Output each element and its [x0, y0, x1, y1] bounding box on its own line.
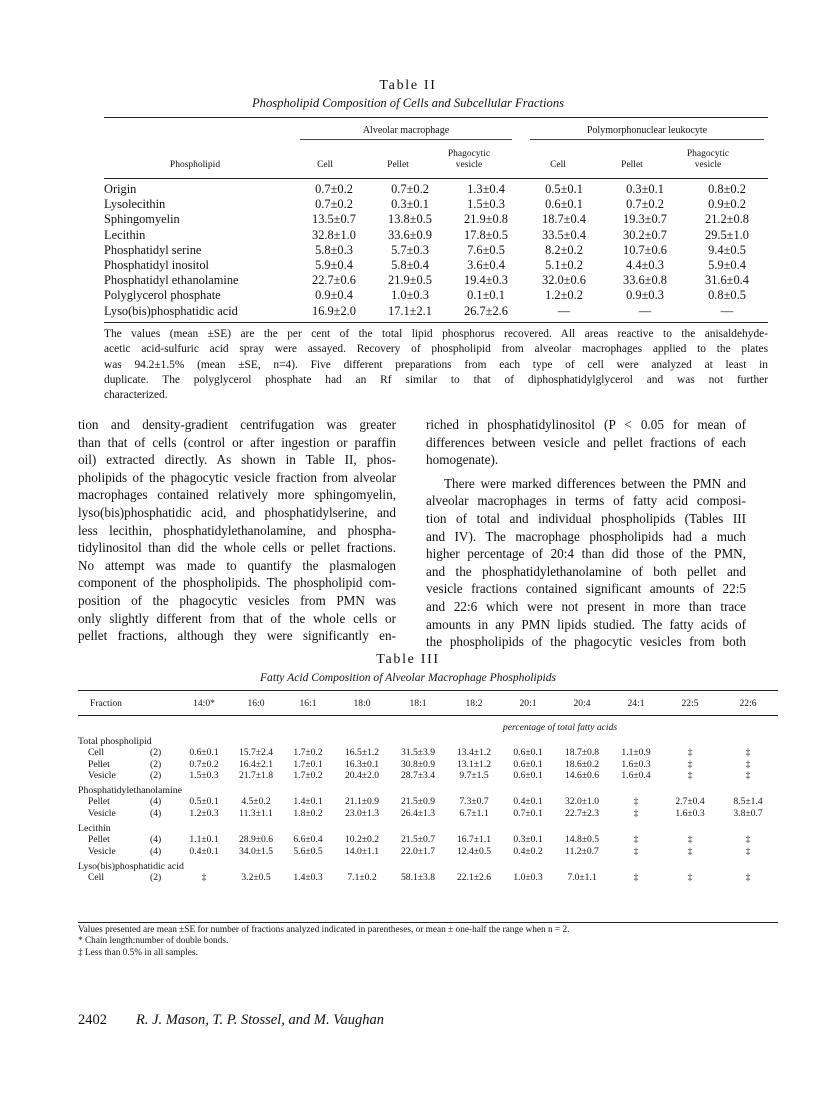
table-cell: 29.5±1.0	[705, 227, 749, 242]
table-cell: 16.3±0.1	[344, 758, 380, 770]
table-row	[104, 243, 768, 258]
text-line: and 22:6 which were not present in more than trace	[426, 598, 746, 614]
table-3-notes	[78, 925, 778, 959]
table-cell: 11.3±1.1	[239, 807, 273, 819]
table-cell: 5.9±0.4	[708, 258, 746, 273]
table-cell: 1.6±0.4	[621, 769, 651, 781]
table-cell: ‡	[633, 871, 639, 883]
table-cell: 21.9±0.8	[464, 212, 508, 227]
table-cell: 12.4±0.5	[456, 845, 492, 857]
table-cell: ‡	[745, 845, 751, 857]
table-cell: 16.9±2.0	[312, 303, 356, 318]
table-cell: 20.4±2.0	[344, 769, 380, 781]
table-cell: 0.4±0.1	[189, 845, 219, 857]
text-line: differences between vesicle and pellet fractions of each	[426, 434, 746, 450]
table-cell: 58.1±3.8	[400, 871, 436, 883]
table-cell: ‡	[745, 834, 751, 846]
table-cell: 5.6±0.5	[293, 845, 323, 857]
table-cell: 0.3±0.1	[626, 182, 664, 197]
table-cell: 1.2±0.2	[545, 288, 583, 303]
table-row	[78, 747, 778, 758]
table-cell: 7.0±1.1	[567, 871, 597, 883]
table-3-subtitle: Fatty Acid Composition of Alveolar Macrophage Phospholipids	[259, 671, 557, 684]
table-cell: 19.4±0.3	[464, 273, 508, 288]
table-cell: 21.7±1.8	[238, 769, 274, 781]
text-line: tion and density-gradient centrifugation was greater	[78, 417, 396, 432]
table-cell: 0.3±0.1	[513, 834, 543, 846]
table-cell: 0.7±0.2	[189, 758, 219, 770]
table-cell: 1.3±0.4	[467, 182, 505, 197]
table-cell: 0.6±0.1	[513, 758, 543, 770]
table-cell: 2.7±0.4	[675, 796, 705, 808]
group-header-row	[78, 857, 778, 872]
table-cell: 16.4±2.1	[238, 758, 274, 770]
table-cell: 32.0±1.0	[564, 796, 600, 808]
table-cell: 8.5±1.4	[733, 796, 763, 808]
text-line: No attempt was made to quantify the plasmalogen	[78, 557, 396, 573]
table-2-title: Table II	[379, 78, 437, 93]
column-header: 16:0	[247, 698, 265, 710]
text-line: the phospholipids of the phagocytic vesicles from both	[426, 634, 746, 650]
table-cell: 3.6±0.4	[467, 258, 505, 273]
body-left-column	[78, 416, 396, 645]
table-cell: 22.1±2.6	[456, 871, 492, 883]
sample-count: (2)	[150, 747, 162, 759]
table-row	[78, 770, 778, 781]
text-line: and IV). The macrophage phospholipids had a much	[426, 528, 746, 544]
column-header: 18:0	[353, 698, 371, 710]
table-2-header-cell: Cell	[317, 160, 333, 170]
table-cell: 23.0±1.3	[344, 807, 380, 819]
text-line: oil) extracted directly. As shown in Table II, phos-	[78, 452, 396, 468]
table-cell: 33.6±0.8	[623, 273, 667, 288]
table-cell: 0.7±0.2	[315, 182, 353, 197]
table-cell: 3.8±0.7	[733, 807, 763, 819]
table-cell: 21.5±0.7	[400, 834, 436, 846]
text-line: amounts in any PMN lipids studied. The fatty acids of	[426, 616, 746, 632]
table-cell: 13.8±0.5	[388, 212, 432, 227]
table-cell: 17.1±2.1	[388, 303, 432, 318]
row-label: Lyso(bis)phosphatidic acid	[104, 303, 238, 318]
table-2-header-rule	[104, 178, 768, 179]
table-cell: ‡	[633, 796, 639, 808]
table-cell: —	[638, 303, 652, 318]
table-cell: ‡	[745, 747, 751, 759]
row-label: Vesicle	[88, 845, 116, 857]
text-line: riched in phosphatidylinositol (P < 0.05 for mean of	[426, 417, 746, 432]
text-line: macrophages contained relatively more sphingomyelin,	[78, 487, 396, 503]
table-2-note-line: The values (mean ±SE) are the per cent of the total lipid phosphorus recovered. All areas reactive to the anisaldehyde-	[104, 328, 768, 340]
row-label: Vesicle	[88, 769, 116, 781]
table-cell: 31.6±0.4	[705, 273, 749, 288]
table-cell: —	[557, 303, 571, 318]
table-row	[78, 758, 778, 769]
text-line: homogenate).	[426, 452, 499, 468]
table-cell: 33.5±0.4	[542, 227, 586, 242]
table-cell: 5.8±0.4	[391, 258, 429, 273]
table-cell: 18.7±0.4	[542, 212, 586, 227]
group-label: Phosphatidylethanolamine	[78, 785, 182, 797]
table-2-note-line: acetic acid-sulfuric acid spray were assayed. Recovery of phospholipid from alveolar macrophages applied to the plates	[104, 343, 768, 356]
table-cell: 13.5±0.7	[312, 212, 356, 227]
row-label: Phosphatidyl serine	[104, 242, 202, 257]
table-cell: 14.0±1.1	[344, 845, 380, 857]
column-header: 18:2	[465, 698, 483, 710]
table-cell: 32.8±1.0	[312, 227, 356, 242]
table-cell: 10.7±0.6	[623, 242, 667, 257]
table-cell: 16.7±1.1	[456, 834, 492, 846]
text-line: There were marked differences between the PMN and	[444, 475, 746, 491]
table-row	[104, 258, 768, 273]
table-cell: 9.7±1.5	[459, 769, 489, 781]
row-label: Sphingomyelin	[104, 212, 180, 227]
table-2-note-line: characterized.	[104, 389, 168, 402]
table-cell: 5.7±0.3	[391, 242, 429, 257]
table-2-header-vesicle: Phagocytic vesicle	[447, 149, 491, 170]
row-label: Pellet	[88, 834, 110, 846]
table-row	[78, 845, 778, 856]
table-cell: ‡	[687, 845, 693, 857]
table-cell: 1.1±0.1	[189, 834, 219, 846]
table-2-note-line: was 94.2±1.5% (mean ±SE, n=4). Five different preparations from each type of cell were analyzed at least in	[104, 358, 768, 371]
table-cell: 21.1±0.9	[344, 796, 380, 808]
table-2-header-pmn-pellet: Pellet	[621, 160, 643, 170]
table-cell: 26.7±2.6	[464, 303, 508, 318]
table-cell: ‡	[633, 807, 639, 819]
table-cell: 28.7±3.4	[400, 769, 436, 781]
table-cell: 6.7±1.1	[459, 807, 489, 819]
sample-count: (4)	[150, 845, 162, 857]
sample-count: (2)	[150, 871, 162, 883]
group-header-row	[78, 781, 778, 796]
table-2-header-pmn-cell: Cell	[550, 160, 566, 170]
table-cell: 30.8±0.9	[400, 758, 436, 770]
text-line: vesicle fractions contained significant amounts of 22:5	[426, 581, 746, 597]
group-header-row	[78, 819, 778, 834]
sample-count: (4)	[150, 807, 162, 819]
table-cell: 1.7±0.2	[293, 769, 323, 781]
table-cell: 22.7±2.3	[564, 807, 600, 819]
table-cell: ‡	[745, 769, 751, 781]
table-cell: 0.8±0.5	[708, 288, 746, 303]
text-line: only slightly different from that of the whole cells or	[78, 610, 396, 626]
table-cell: 9.4±0.5	[708, 242, 746, 257]
table-cell: 1.7±0.1	[293, 758, 323, 770]
running-footer-authors: R. J. Mason, T. P. Stossel, and M. Vaughan	[136, 1012, 384, 1028]
table-cell: 0.7±0.1	[513, 807, 543, 819]
table-cell: ‡	[687, 871, 693, 883]
table-2-header-pmn-vesicle: Phagocytic vesicle	[686, 149, 730, 170]
sample-count: (2)	[150, 758, 162, 770]
table-3-header	[78, 698, 778, 709]
table-2	[104, 182, 768, 319]
table-row	[78, 796, 778, 807]
row-label: Pellet	[88, 796, 110, 808]
table-cell: 0.7±0.2	[391, 182, 429, 197]
table-cell: 5.9±0.4	[315, 258, 353, 273]
table-3-bottom-rule	[78, 922, 778, 923]
table-cell: 30.2±0.7	[623, 227, 667, 242]
table-cell: 14.8±0.5	[564, 834, 600, 846]
table-cell: 32.0±0.6	[542, 273, 586, 288]
table-cell: —	[720, 303, 734, 318]
table-cell: 18.6±0.2	[564, 758, 600, 770]
table-2-header-pellet: Pellet	[387, 160, 409, 170]
row-label: Lysolecithin	[104, 197, 166, 212]
column-header: 16:1	[299, 698, 317, 710]
table-cell: 0.7±0.2	[626, 197, 664, 212]
table-cell: 0.9±0.2	[708, 197, 746, 212]
table-3-note-line: Values presented are mean ±SE for number of fractions analyzed indicated in parentheses, or mean ± one-half the range when n = 2.	[78, 925, 570, 935]
table-cell: 8.2±0.2	[545, 242, 583, 257]
table-cell: 7.1±0.2	[347, 871, 377, 883]
table-cell: ‡	[745, 758, 751, 770]
column-header: 22:6	[739, 698, 757, 710]
row-label: Vesicle	[88, 807, 116, 819]
table-row	[78, 808, 778, 819]
table-cell: 1.5±0.3	[467, 197, 505, 212]
row-label: Cell	[88, 747, 104, 759]
table-cell: 10.2±0.2	[344, 834, 380, 846]
table-cell: 0.6±0.1	[189, 747, 219, 759]
table-cell: 0.5±0.1	[189, 796, 219, 808]
table-cell: ‡	[687, 758, 693, 770]
table-cell: 16.5±1.2	[344, 747, 380, 759]
table-cell: 0.4±0.1	[513, 796, 543, 808]
table-cell: 1.2±0.3	[189, 807, 219, 819]
table-row	[104, 197, 768, 212]
sample-count: (4)	[150, 834, 162, 846]
table-3-note-line: ‡ Less than 0.5% in all samples.	[78, 947, 198, 958]
column-header: 14:0*	[193, 698, 215, 710]
table-cell: 1.5±0.3	[189, 769, 219, 781]
table-cell: ‡	[745, 871, 751, 883]
text-line: pellet fractions, although they were significantly en-	[78, 628, 396, 644]
table-2-note-line: duplicate. The polyglycerol phosphate had an Rf similar to that of diphosphatidylglycerol and was not further	[104, 373, 768, 386]
row-label: Pellet	[88, 758, 110, 770]
table-cell: 7.6±0.5	[467, 242, 505, 257]
text-line: than that of cells (control or after ingestion or paraffin	[78, 434, 396, 450]
column-header: 20:1	[519, 698, 537, 710]
table-3-top-rule	[78, 690, 778, 691]
group-label: Lyso(bis)phosphatidic acid	[78, 860, 184, 872]
table-cell: 14.6±0.6	[564, 769, 600, 781]
table-row	[78, 834, 778, 845]
row-label: Lecithin	[104, 227, 146, 242]
table-cell: 0.7±0.2	[315, 197, 353, 212]
table-3-title: Table III	[376, 652, 440, 667]
table-cell: 7.3±0.7	[459, 796, 489, 808]
table-cell: 0.6±0.1	[513, 747, 543, 759]
text-line: lyso(bis)phosphatidic acid, and phosphatidylserine, and	[78, 504, 396, 520]
table-cell: 6.6±0.4	[293, 834, 323, 846]
group-header-row	[78, 732, 778, 747]
table-row	[104, 228, 768, 243]
table-2-header-phospholipid: Phospholipid	[169, 160, 221, 170]
row-label: Phosphatidyl ethanolamine	[104, 273, 239, 288]
table-cell: 0.4±0.2	[513, 845, 543, 857]
table-cell: 26.4±1.3	[400, 807, 436, 819]
table-cell: 0.6±0.1	[513, 769, 543, 781]
text-line: less lecithin, phosphatidylethanolamine, and phospha-	[78, 522, 396, 538]
table-cell: 33.6±0.9	[388, 227, 432, 242]
table-cell: 22.7±0.6	[312, 273, 356, 288]
column-header: 18:1	[409, 698, 427, 710]
table-cell: 1.8±0.2	[293, 807, 323, 819]
table-2-notes	[104, 327, 768, 403]
row-label: Phosphatidyl inositol	[104, 258, 209, 273]
table-2-top-rule	[104, 117, 768, 118]
table-cell: 1.6±0.3	[621, 758, 651, 770]
row-label: Polyglycerol phosphate	[104, 288, 221, 303]
table-3-unit-label: percentage of total fatty acids	[502, 722, 618, 733]
table-2-group-alveolar: Alveolar macrophage	[362, 125, 450, 136]
table-3	[78, 732, 778, 883]
text-line: alveolar macrophages in terms of fatty acid composi-	[426, 493, 746, 509]
table-row	[78, 872, 778, 883]
table-cell: ‡	[633, 845, 639, 857]
table-cell: ‡	[687, 769, 693, 781]
text-line: tidylinositol than did the whole cells or pellet fractions.	[78, 540, 396, 556]
table-row	[104, 304, 768, 319]
table-cell: 5.8±0.3	[315, 242, 353, 257]
table-cell: 0.6±0.1	[545, 197, 583, 212]
table-cell: ‡	[687, 747, 693, 759]
table-cell: 1.6±0.3	[675, 807, 705, 819]
table-cell: 11.2±0.7	[565, 845, 599, 857]
table-cell: 0.5±0.1	[545, 182, 583, 197]
table-cell: 0.1±0.1	[467, 288, 505, 303]
table-3-header-rule	[78, 715, 778, 716]
table-cell: 1.7±0.2	[293, 747, 323, 759]
table-cell: 21.9±0.5	[388, 273, 432, 288]
text-line: position of the phagocytic vesicles from PMN was	[78, 592, 396, 608]
table-row	[104, 273, 768, 288]
table-2-group-rule-1	[300, 139, 512, 140]
table-cell: 18.7±0.8	[564, 747, 600, 759]
table-cell: 21.5±0.9	[400, 796, 436, 808]
table-cell: 13.1±1.2	[456, 758, 492, 770]
table-cell: 21.2±0.8	[705, 212, 749, 227]
table-row	[104, 182, 768, 197]
table-cell: ‡	[687, 834, 693, 846]
text-line: pholipids of the phagocytic vesicle fraction from alveolar	[78, 469, 396, 485]
table-3-header-row	[78, 698, 778, 709]
text-line: tion of total and individual phospholipids (Tables III	[426, 510, 746, 526]
table-cell: 4.4±0.3	[626, 258, 664, 273]
table-cell: 0.9±0.3	[626, 288, 664, 303]
table-cell: 19.3±0.7	[623, 212, 667, 227]
table-cell: ‡	[633, 834, 639, 846]
table-cell: 1.4±0.3	[293, 871, 323, 883]
sample-count: (4)	[150, 796, 162, 808]
table-cell: 1.1±0.9	[621, 747, 651, 759]
text-line: and the phosphatidylethanolamine of both pellet and	[426, 563, 746, 579]
table-2-group-rule-2	[530, 139, 764, 140]
table-2-bottom-rule	[104, 322, 768, 323]
table-3-note-line: * Chain length:number of double bonds.	[78, 936, 229, 947]
table-cell: 15.7±2.4	[238, 747, 274, 759]
table-cell: 3.2±0.5	[241, 871, 271, 883]
table-cell: 34.0±1.5	[238, 845, 274, 857]
table-cell: 5.1±0.2	[545, 258, 583, 273]
table-cell: 31.5±3.9	[400, 747, 436, 759]
table-cell: 1.4±0.1	[293, 796, 323, 808]
table-cell: 0.3±0.1	[391, 197, 429, 212]
table-cell: 1.0±0.3	[391, 288, 429, 303]
text-line: higher percentage of 20:4 than did those of the PMN,	[426, 546, 746, 562]
table-cell: 17.8±0.5	[464, 227, 508, 242]
row-label: Origin	[104, 182, 137, 197]
row-label: Cell	[88, 871, 104, 883]
column-header: 24:1	[627, 698, 645, 710]
sample-count: (2)	[150, 769, 162, 781]
body-right-column	[426, 416, 746, 651]
table-2-group-pmn: Polymorphonuclear leukocyte	[586, 125, 708, 136]
page-number: 2402	[78, 1012, 107, 1028]
column-header: 22:5	[681, 698, 699, 710]
table-cell: 1.0±0.3	[513, 871, 543, 883]
table-2-subtitle: Phospholipid Composition of Cells and Subcellular Fractions	[251, 96, 565, 110]
column-header: 20:4	[573, 698, 591, 710]
group-label: Lecithin	[78, 822, 111, 834]
column-header: Fraction	[90, 698, 122, 710]
table-row	[104, 212, 768, 227]
table-cell: 22.0±1.7	[400, 845, 436, 857]
table-cell: ‡	[201, 871, 207, 883]
table-row	[104, 288, 768, 303]
table-cell: 28.9±0.6	[238, 834, 274, 846]
table-cell: 0.8±0.2	[708, 182, 746, 197]
table-cell: 4.5±0.2	[241, 796, 271, 808]
table-cell: 13.4±1.2	[456, 747, 492, 759]
group-label: Total phospholipid	[78, 736, 152, 747]
text-line: component of the phospholipids. The phospholipid com-	[78, 575, 396, 591]
table-cell: 0.9±0.4	[315, 288, 353, 303]
